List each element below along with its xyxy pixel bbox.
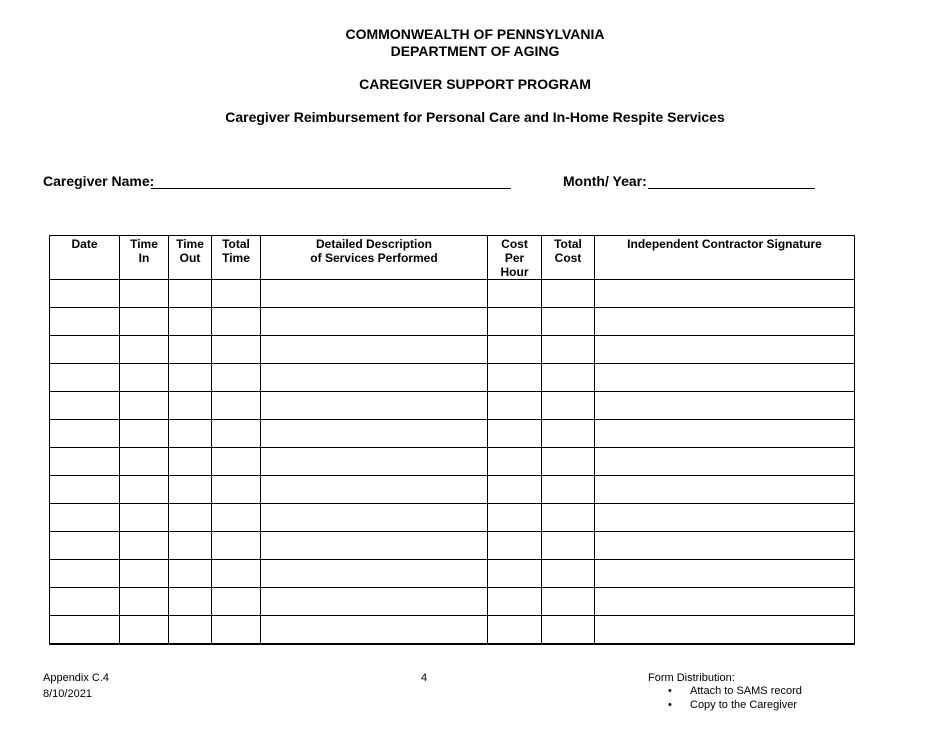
cell-signature[interactable]	[595, 308, 855, 336]
cell-signature[interactable]	[595, 532, 855, 560]
cell-cost-per-hour[interactable]	[488, 336, 542, 364]
cell-description[interactable]	[261, 308, 488, 336]
cell-date[interactable]	[50, 420, 120, 448]
cell-description[interactable]	[261, 560, 488, 588]
cell-time-in[interactable]	[120, 560, 169, 588]
table-row	[50, 392, 855, 420]
services-log-table	[49, 235, 855, 645]
cell-description[interactable]	[261, 616, 488, 645]
cell-date[interactable]	[50, 364, 120, 392]
cell-date[interactable]	[50, 476, 120, 504]
table-row	[50, 476, 855, 504]
cell-signature[interactable]	[595, 504, 855, 532]
cell-total-cost[interactable]	[542, 504, 595, 532]
cell-time-in[interactable]	[120, 448, 169, 476]
col-header-time-out	[169, 236, 212, 280]
cell-description[interactable]	[261, 588, 488, 616]
cell-signature[interactable]	[595, 336, 855, 364]
cell-time-in[interactable]	[120, 588, 169, 616]
col-header-line: Total	[554, 237, 582, 251]
cell-date[interactable]	[50, 308, 120, 336]
cell-time-out[interactable]	[169, 280, 212, 308]
col-header-line: Time	[176, 237, 204, 251]
cell-cost-per-hour[interactable]	[488, 448, 542, 476]
org-name: COMMONWEALTH OF PENNSYLVANIA	[345, 26, 605, 42]
col-header-line: Out	[179, 251, 201, 265]
distribution-item-text: Attach to SAMS record	[690, 685, 802, 697]
col-header-line: Independent Contractor Signature	[627, 237, 822, 251]
cell-signature[interactable]	[595, 392, 855, 420]
cell-total-cost[interactable]	[542, 336, 595, 364]
list-item	[668, 684, 802, 698]
cell-time-in[interactable]	[120, 280, 169, 308]
cell-time-in[interactable]	[120, 364, 169, 392]
cell-cost-per-hour[interactable]	[488, 476, 542, 504]
cell-description[interactable]	[261, 280, 488, 308]
cell-total-time[interactable]	[212, 560, 261, 588]
table-row	[50, 308, 855, 336]
cell-total-cost[interactable]	[542, 392, 595, 420]
cell-date[interactable]	[50, 280, 120, 308]
col-header-line: Time	[222, 251, 250, 265]
cell-cost-per-hour[interactable]	[488, 532, 542, 560]
cell-time-in[interactable]	[120, 336, 169, 364]
table-row	[50, 504, 855, 532]
cell-time-out[interactable]	[169, 476, 212, 504]
cell-description[interactable]	[261, 420, 488, 448]
col-header-line: Detailed Description	[315, 237, 433, 251]
cell-total-cost[interactable]	[542, 308, 595, 336]
list-item	[668, 698, 802, 712]
table-row	[50, 420, 855, 448]
program-name: CAREGIVER SUPPORT PROGRAM	[359, 76, 591, 92]
cell-total-time[interactable]	[212, 476, 261, 504]
table-body	[50, 280, 855, 645]
table-row	[50, 364, 855, 392]
cell-date[interactable]	[50, 588, 120, 616]
cell-time-in[interactable]	[120, 308, 169, 336]
cell-signature[interactable]	[595, 280, 855, 308]
cell-description[interactable]	[261, 392, 488, 420]
cell-time-out[interactable]	[169, 616, 212, 645]
cell-signature[interactable]	[595, 616, 855, 645]
cell-time-out[interactable]	[169, 560, 212, 588]
cell-time-in[interactable]	[120, 504, 169, 532]
col-header-line: Cost	[501, 237, 528, 251]
cell-signature[interactable]	[595, 560, 855, 588]
cell-date[interactable]	[50, 336, 120, 364]
table-row	[50, 616, 855, 645]
table-row	[50, 448, 855, 476]
cell-time-out[interactable]	[169, 448, 212, 476]
cell-description[interactable]	[261, 336, 488, 364]
caregiver-name-field[interactable]	[151, 188, 511, 189]
distribution-item-text: Copy to the Caregiver	[690, 699, 797, 711]
cell-cost-per-hour[interactable]	[488, 364, 542, 392]
cell-signature[interactable]	[595, 448, 855, 476]
table-row	[50, 336, 855, 364]
cell-date[interactable]	[50, 504, 120, 532]
col-header-line: Cost	[554, 251, 582, 265]
cell-total-time[interactable]	[212, 420, 261, 448]
form-distribution-label: Form Distribution:	[648, 672, 735, 684]
table-header-row	[50, 236, 855, 280]
cell-total-time[interactable]	[212, 364, 261, 392]
cell-time-out[interactable]	[169, 364, 212, 392]
page-number: 4	[421, 672, 428, 684]
cell-total-time[interactable]	[212, 448, 261, 476]
table-row	[50, 588, 855, 616]
table-row	[50, 280, 855, 308]
cell-description[interactable]	[261, 476, 488, 504]
col-header-line: Time	[130, 237, 158, 251]
cell-total-cost[interactable]	[542, 476, 595, 504]
col-header-line: of Services Performed	[310, 251, 438, 265]
cell-total-cost[interactable]	[542, 560, 595, 588]
cell-date[interactable]	[50, 532, 120, 560]
cell-time-out[interactable]	[169, 504, 212, 532]
cell-total-cost[interactable]	[542, 364, 595, 392]
bullet-icon: •	[668, 685, 672, 697]
col-header-total-cost	[542, 236, 595, 280]
cell-total-time[interactable]	[212, 336, 261, 364]
cell-total-time[interactable]	[212, 504, 261, 532]
cell-cost-per-hour[interactable]	[488, 420, 542, 448]
col-header-line: Total	[222, 237, 250, 251]
cell-cost-per-hour[interactable]	[488, 560, 542, 588]
month-year-label: Month/ Year:	[563, 173, 647, 189]
cell-total-time[interactable]	[212, 588, 261, 616]
cell-total-time[interactable]	[212, 308, 261, 336]
form-distribution-list	[668, 684, 802, 712]
cell-time-in[interactable]	[120, 532, 169, 560]
cell-time-in[interactable]	[120, 392, 169, 420]
appendix-label: Appendix C.4	[43, 672, 110, 684]
col-header-line: Hour	[500, 265, 529, 279]
cell-date[interactable]	[50, 448, 120, 476]
cell-total-cost[interactable]	[542, 616, 595, 645]
cell-signature[interactable]	[595, 420, 855, 448]
col-header-line: In	[138, 251, 150, 265]
table-row	[50, 532, 855, 560]
bullet-icon: •	[668, 699, 672, 711]
cell-time-in[interactable]	[120, 616, 169, 645]
col-header-time-in	[120, 236, 169, 280]
cell-description[interactable]	[261, 532, 488, 560]
cell-description[interactable]	[261, 504, 488, 532]
col-header-line: Date	[71, 237, 98, 251]
cell-total-time[interactable]	[212, 392, 261, 420]
cell-signature[interactable]	[595, 588, 855, 616]
cell-description[interactable]	[261, 448, 488, 476]
cell-total-cost[interactable]	[542, 448, 595, 476]
cell-time-in[interactable]	[120, 420, 169, 448]
col-header-cost-per-hour	[488, 236, 542, 280]
cell-total-cost[interactable]	[542, 420, 595, 448]
cell-cost-per-hour[interactable]	[488, 504, 542, 532]
cell-cost-per-hour[interactable]	[488, 588, 542, 616]
caregiver-name-label: Caregiver Name:	[43, 173, 155, 189]
form-title: Caregiver Reimbursement for Personal Care and In-Home Respite Services	[225, 109, 725, 125]
cell-date[interactable]	[50, 616, 120, 645]
cell-cost-per-hour[interactable]	[488, 392, 542, 420]
revision-date: 8/10/2021	[43, 688, 92, 700]
department-name: DEPARTMENT OF AGING	[390, 43, 560, 59]
cell-time-out[interactable]	[169, 336, 212, 364]
cell-time-out[interactable]	[169, 420, 212, 448]
col-header-description	[261, 236, 488, 280]
col-header-signature	[595, 236, 855, 280]
cell-total-time[interactable]	[212, 532, 261, 560]
cell-total-time[interactable]	[212, 280, 261, 308]
col-header-date	[50, 236, 120, 280]
cell-cost-per-hour[interactable]	[488, 308, 542, 336]
cell-cost-per-hour[interactable]	[488, 616, 542, 645]
month-year-field[interactable]	[648, 188, 815, 189]
cell-total-cost[interactable]	[542, 280, 595, 308]
cell-date[interactable]	[50, 392, 120, 420]
col-header-line: Per	[504, 251, 525, 265]
col-header-total-time	[212, 236, 261, 280]
cell-total-cost[interactable]	[542, 588, 595, 616]
cell-total-time[interactable]	[212, 616, 261, 645]
cell-signature[interactable]	[595, 476, 855, 504]
cell-time-out[interactable]	[169, 532, 212, 560]
cell-description[interactable]	[261, 364, 488, 392]
table-row	[50, 560, 855, 588]
cell-time-out[interactable]	[169, 308, 212, 336]
cell-cost-per-hour[interactable]	[488, 280, 542, 308]
cell-time-in[interactable]	[120, 476, 169, 504]
cell-date[interactable]	[50, 560, 120, 588]
cell-signature[interactable]	[595, 364, 855, 392]
cell-total-cost[interactable]	[542, 532, 595, 560]
cell-time-out[interactable]	[169, 392, 212, 420]
cell-time-out[interactable]	[169, 588, 212, 616]
